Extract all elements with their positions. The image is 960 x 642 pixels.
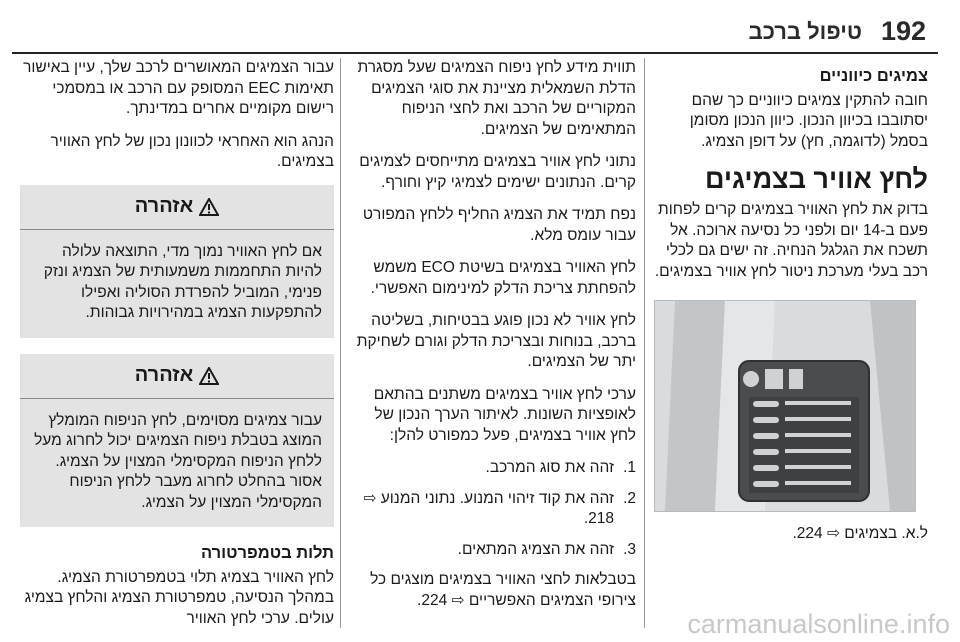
right-column <box>652 58 928 545</box>
temperature-heading: תלות בטמפרטורה <box>200 544 334 562</box>
paragraph: נפח תמיד את הצמיג החליף ללחץ המפורט עבור עומס מלא. <box>362 206 636 244</box>
tire-pressure-heading: לחץ אוויר בצמיגים <box>704 164 928 194</box>
paragraph: תווית מידע לחץ ניפוח הצמיגים שעל מסגרת הדלת השמאלית מציינת את סוגי הצמיגים המקוריים של הרכב ואת לחצי הניפוח המתאימים של הצמיגים. <box>357 59 636 138</box>
step-text: זהה את קוד זיהוי המנוע. נתוני המנוע ⇨ 218. <box>363 489 614 527</box>
directional-tires-heading: צמיגים כיווניים <box>819 67 928 85</box>
paragraph: לחץ אוויר לא נכון פוגע בבטיחות, בשליטה ברכב, בנוחות ובצריכת הדלק וגורם לשחיקת יתר של הצמיגים. <box>356 312 636 370</box>
paragraph: נתוני לחץ אוויר בצמיגים מתייחסים לצמיגים קרים. הנתונים ישימים לצמיגי קיץ וחורף. <box>359 153 636 191</box>
list-item <box>346 458 636 479</box>
section-title: טיפול ברכב <box>748 19 862 44</box>
warning-box <box>20 185 334 338</box>
directional-tires-text: חובה להתקין צמיגים כיווניים כך שהם יסתובבו בכיוון הנכון. כיוון הנכון מסומן בסמל (לדוגמה, חץ) על דופן הצמיג. <box>689 91 928 150</box>
left-column <box>20 58 334 641</box>
warning-text: עבור צמיגים מסוימים, לחץ הניפוח המומלץ המוצג בטבלת ניפוח הצמיגים יכול לחרוג מעל ללחץ הניפוח המקסימלי המצוין על הצמיג. אסור בהחלט לחרוג מעבר ללחץ הניפוח המקסימלי המצוין על הצמיג. <box>20 399 334 528</box>
paragraph: בטבלאות לחצי האוויר בצמיגים מוצגים כל צירופי הצמיגים האפשריים ⇨ 224. <box>370 571 636 609</box>
tire-pressure-text: בדוק את לחץ האוויר בצמיגים קרים לפחות פעם ב-14 יום ולפני כל נסיעה ארוכה. אל תשכח את הגלגל הנחיה. זה ישים גם לכלי רכב בעלי מערכת ניטור לחץ אוויר בצמיגים. <box>654 201 928 280</box>
paragraph: הנהג הוא האחראי לכוונון נכון של לחץ האוויר בצמיגים. <box>50 132 334 170</box>
figure-caption: ל.א. בצמיגים ⇨ 224. <box>792 525 928 542</box>
warning-header <box>20 354 334 399</box>
warning-triangle-icon <box>199 198 219 216</box>
warning-header <box>20 185 334 230</box>
list-item <box>346 540 636 561</box>
door-frame-illustration <box>655 301 915 511</box>
paragraph: עבור הצמיגים המאושרים לרכב שלך, עיין באישור תאימות EEC המסופק עם הרכב או במסמכי רישום מקומיים אחרים במדינתך. <box>23 59 334 117</box>
step-number: 1. <box>623 459 636 476</box>
warning-title: אזהרה <box>134 195 194 218</box>
warning-box <box>20 354 334 528</box>
warning-title: אזהרה <box>134 364 194 387</box>
middle-column <box>346 58 636 623</box>
page-number: 192 <box>880 16 926 46</box>
column-divider <box>340 58 341 628</box>
steps-list <box>346 458 636 560</box>
tire-pressure-label-figure <box>654 300 916 512</box>
page-header <box>0 0 960 50</box>
list-item <box>346 489 636 530</box>
step-text: זהה את סוג המרכב. <box>485 459 614 476</box>
header-rule <box>12 52 938 54</box>
step-text: זהה את הצמיג המתאים. <box>457 540 614 558</box>
step-number: 2. <box>623 489 636 507</box>
paragraph: לחץ האוויר בצמיג תלוי בטמפרטורת הצמיג. במהלך הנסיעה, טמפרטורת הצמיג והלחץ בצמיג עולים. ערכי לחץ האוויר <box>24 568 334 627</box>
column-divider <box>644 58 645 628</box>
warning-triangle-icon <box>199 367 219 385</box>
paragraph: ערכי לחץ אוויר בצמיגים משתנים בהתאם לאופציות השונות. לאיתור הערך הנכון של לחץ אוויר בצמיגים, פעל כמפורט להלן: <box>373 385 636 444</box>
paragraph: לחץ האוויר בצמיגים בשיטת ECO משמש להפחתת צריכת הדלק למינימום האפשרי. <box>370 259 636 297</box>
step-number: 3. <box>623 540 636 558</box>
watermark: carmanualsonline.info <box>687 609 950 639</box>
warning-text: אם לחץ האוויר נמוך מדי, התוצאה עלולה להיות התחממות משמעותית של הצמיג ונזק פנימי, המוביל להפרדת הסוליה ואפילו להתפקעות הצמיג במהירויות גבוהות. <box>20 230 334 338</box>
